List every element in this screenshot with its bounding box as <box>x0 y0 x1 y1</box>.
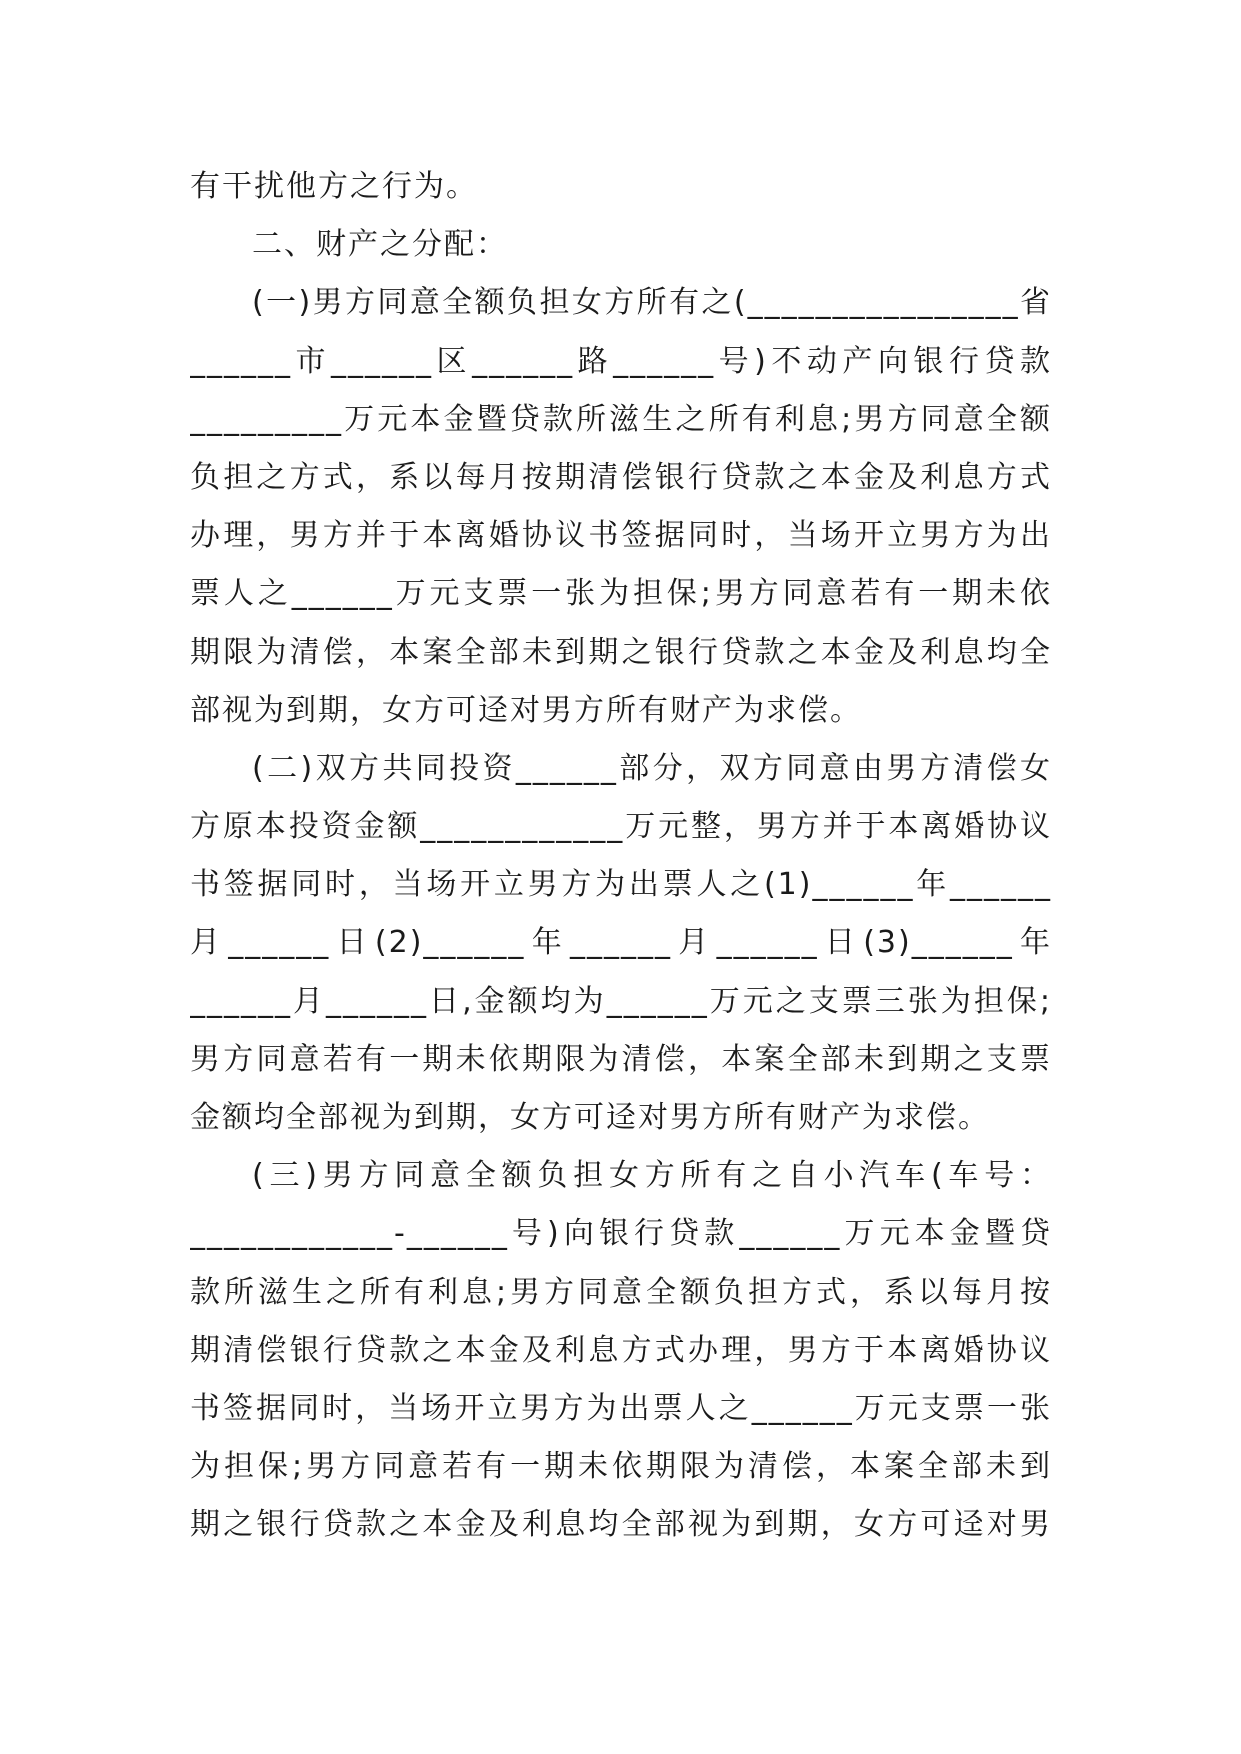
text-line: (三)男方同意全额负担女方所有之自小汽车(车号： <box>252 1158 1052 1194</box>
text-line: 书签据同时，当场开立男方为出票人之______万元支票一张 <box>190 1390 1052 1426</box>
text-line: 男方同意若有一期未依期限为清偿，本案全部未到期之支票 <box>190 1041 1052 1077</box>
text-line: 款所滋生之所有利息;男方同意全额负担方式，系以每月按 <box>190 1274 1052 1310</box>
text-line: _________万元本金暨贷款所滋生之所有利息;男方同意全额 <box>190 401 1052 437</box>
text-line: 办理，男方并于本离婚协议书签据同时，当场开立男方为出 <box>190 518 1052 554</box>
text-line: ______月______日,金额均为______万元之支票三张为担保; <box>190 983 1052 1019</box>
text-line: 期之银行贷款之本金及利息均全部视为到期，女方可迳对男 <box>190 1507 1052 1543</box>
text-line: 为担保;男方同意若有一期未依期限为清偿，本案全部未到 <box>190 1449 1052 1485</box>
text-line: 部视为到期，女方可迳对男方所有财产为求偿。 <box>190 692 862 728</box>
section-heading: 二、财产之分配： <box>252 227 508 263</box>
text-line: 金额均全部视为到期，女方可迳对男方所有财产为求偿。 <box>190 1100 990 1135</box>
text-line: (二)双方共同投资______部分，双方同意由男方清偿女 <box>252 750 1052 786</box>
text-line: 方原本投资金额____________万元整，男方并于本离婚协议 <box>190 809 1052 845</box>
text-line: (一)男方同意全额负担女方所有之(________________省 <box>252 285 1052 321</box>
text-line: 票人之______万元支票一张为担保;男方同意若有一期未依 <box>190 576 1052 612</box>
body-text <box>190 158 1052 1555</box>
text-line: ______市______区______路______号)不动产向银行贷款 <box>190 343 1052 379</box>
text-line: 期清偿银行贷款之本金及利息方式办理，男方于本离婚协议 <box>190 1332 1052 1368</box>
text-line: 有干扰他方之行为。 <box>190 169 478 204</box>
text-line: 月______日(2)______年______月______日(3)______年 <box>190 925 1052 961</box>
text-line: 书签据同时，当场开立男方为出票人之(1)______年______ <box>190 867 1052 903</box>
text-line: 期限为清偿，本案全部未到期之银行贷款之本金及利息均全 <box>190 634 1052 670</box>
text-line: 负担之方式，系以每月按期清偿银行贷款之本金及利息方式 <box>190 459 1052 495</box>
text-line: ____________-______号)向银行贷款______万元本金暨贷 <box>190 1216 1052 1252</box>
